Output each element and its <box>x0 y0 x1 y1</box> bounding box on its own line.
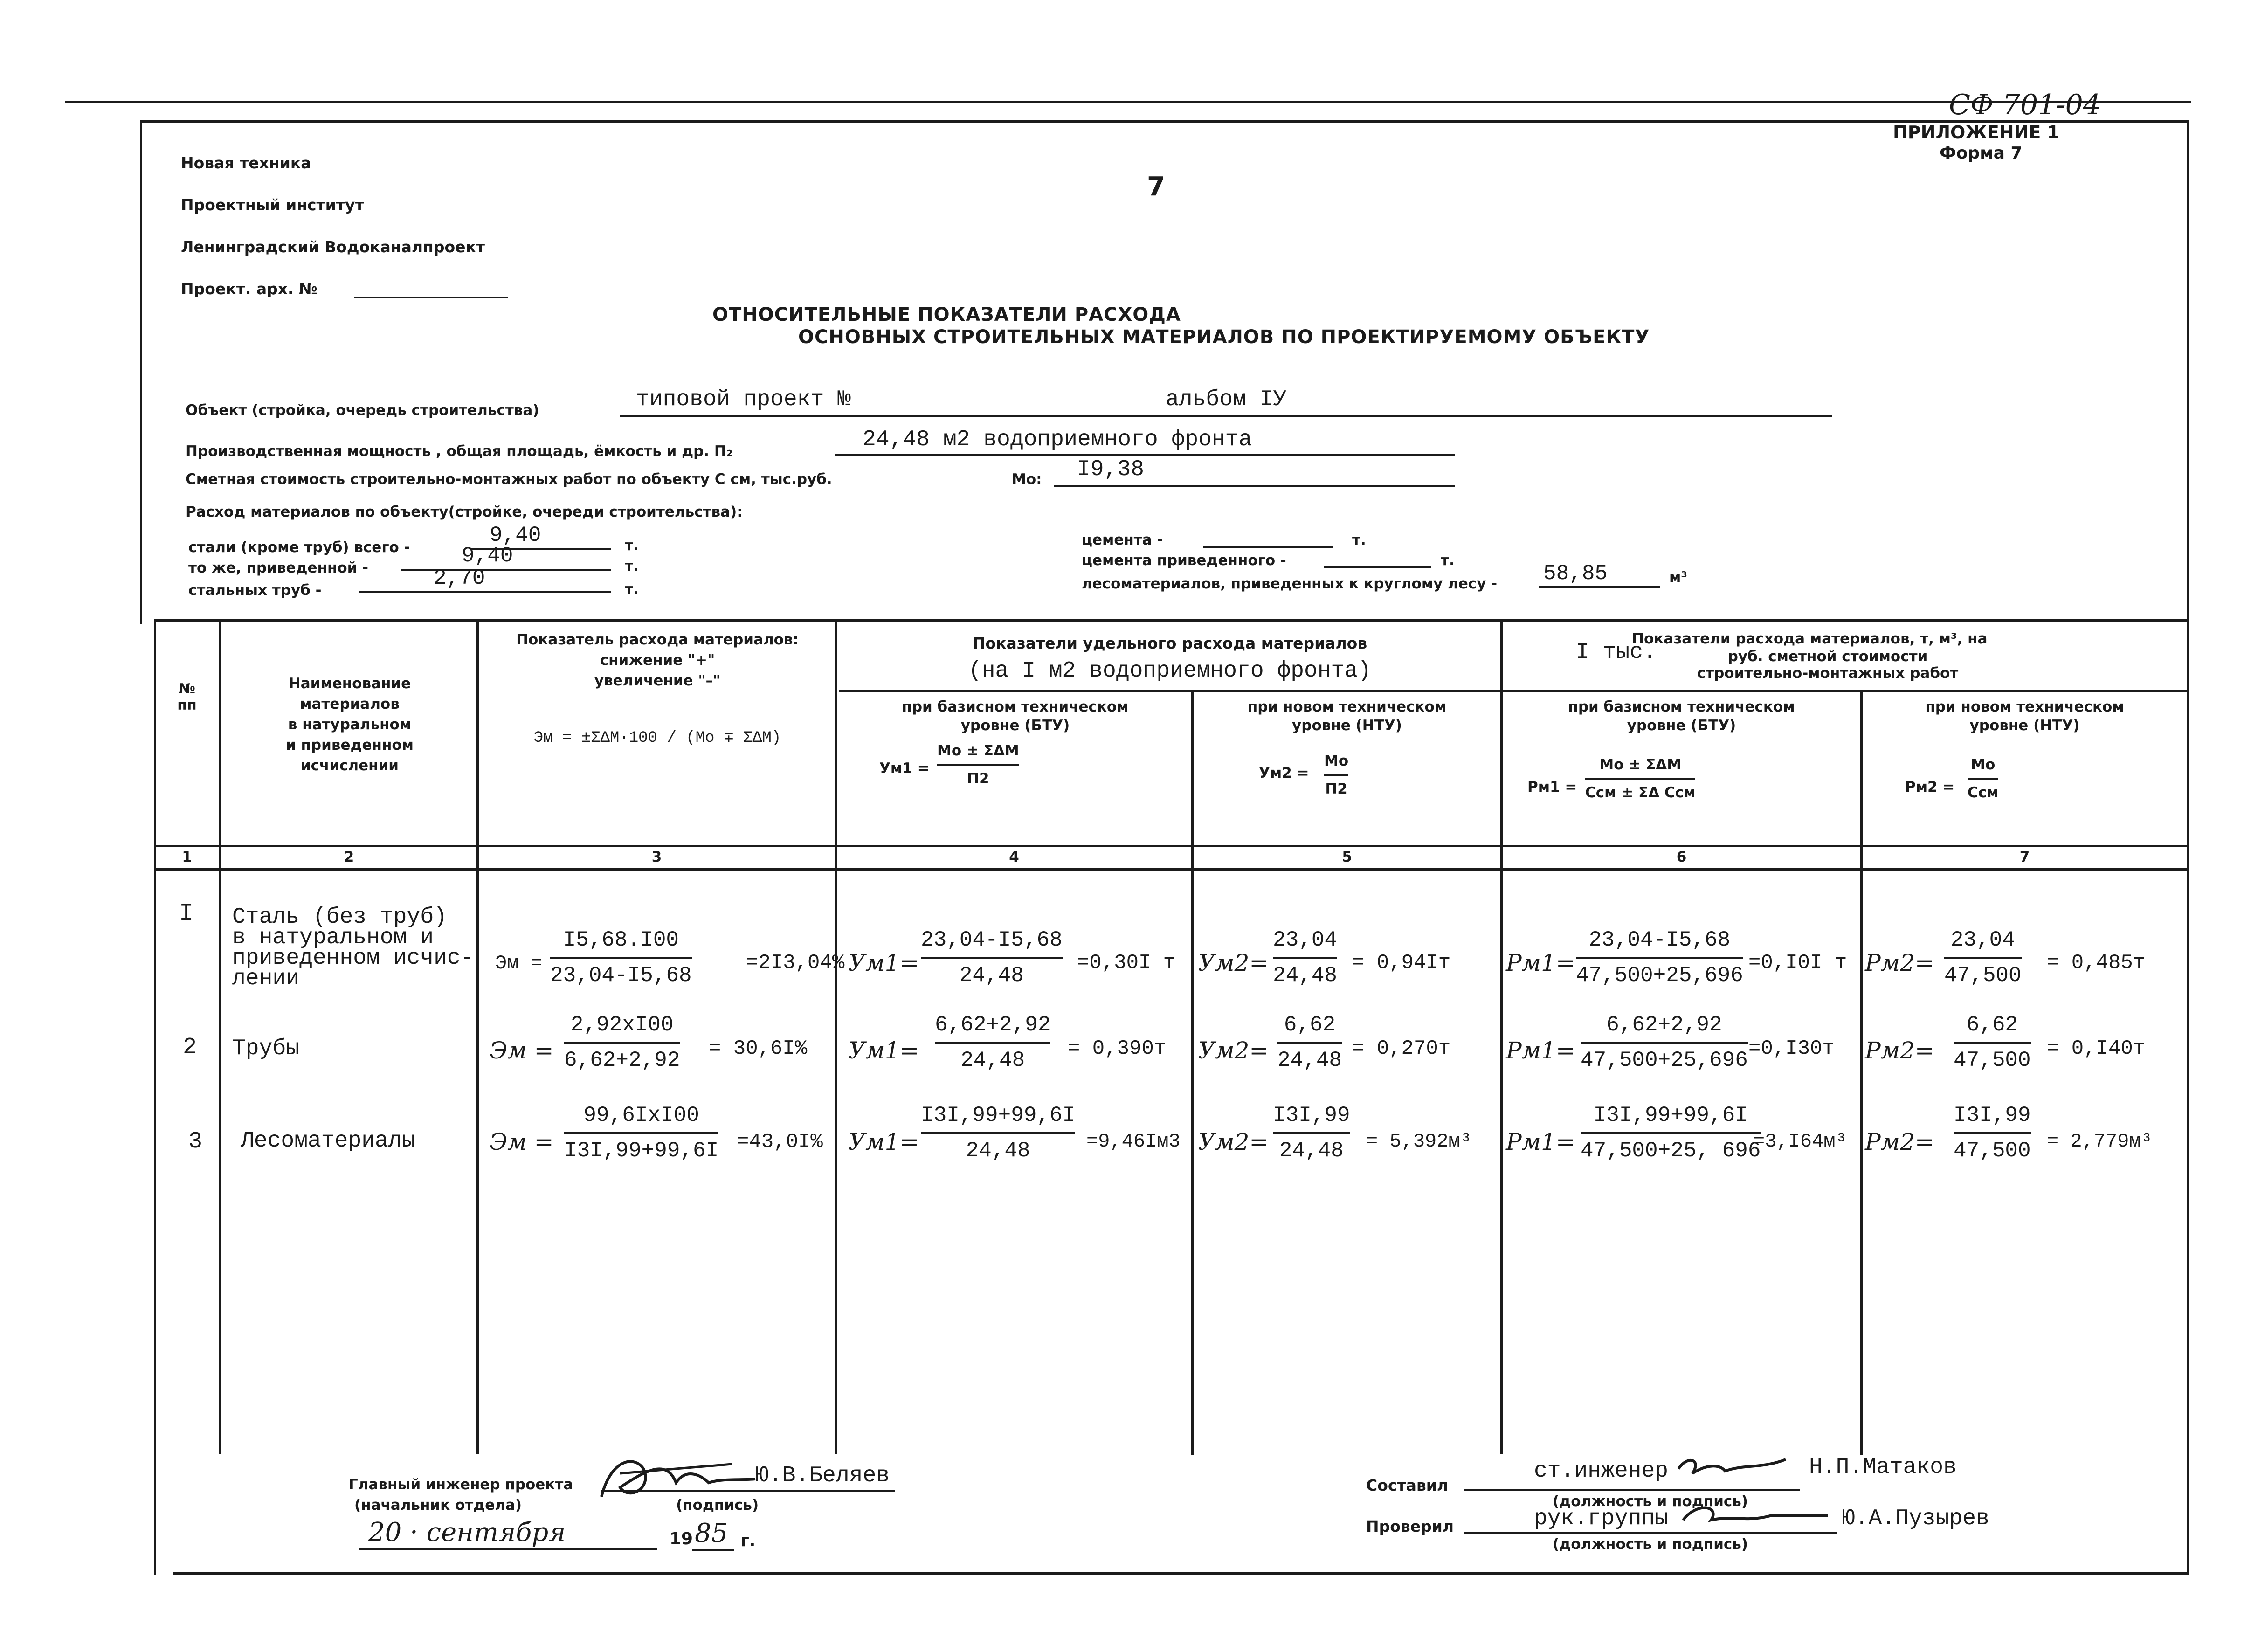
composed-sign-line <box>1464 1489 1800 1491</box>
table-left-border <box>154 619 156 1575</box>
row2-c4-den: 24,48 <box>960 1048 1025 1072</box>
formula5-num: Mо <box>1324 753 1349 769</box>
checked-signature <box>1678 1497 1832 1534</box>
row3-c6-result: =3,I64м³ <box>1753 1130 1847 1153</box>
row1-c3-num: I5,68.I00 <box>563 928 679 952</box>
header-cost: Показатели расхода материалов, т, м³, на <box>1632 630 1988 647</box>
row2-c4-result: = 0,390т <box>1068 1037 1167 1060</box>
col-divider-4 <box>1191 690 1194 1455</box>
checked-sign-line <box>1464 1532 1837 1534</box>
org-line-1: Новая техника <box>181 154 311 172</box>
row3-no: 3 <box>188 1128 203 1155</box>
cost-value: I9,38 <box>1077 457 1145 482</box>
col-number-1: 1 <box>182 849 192 865</box>
formula5-den: П2 <box>1325 781 1347 797</box>
row3-c5-num: I3I,99 <box>1273 1103 1350 1127</box>
composed-caption: (должность и подпись) <box>1553 1493 1748 1510</box>
composed-position: ст.инженер <box>1534 1458 1669 1484</box>
row1-c7-result: = 0,485т <box>2047 951 2146 975</box>
row1-c7-lhs: Рм2= <box>1865 949 1934 976</box>
row1-c6-den: 47,500+25,696 <box>1576 963 1743 988</box>
col-number-6: 6 <box>1676 849 1687 865</box>
checked-label: Проверил <box>1366 1517 1454 1535</box>
steel-red-unit: т. <box>625 558 639 574</box>
chief-sign-line <box>601 1490 895 1492</box>
page-number: 7 <box>1147 172 1165 202</box>
formula7-num: Mо <box>1971 756 1996 773</box>
row1-c7-fraction <box>1944 928 2022 988</box>
frame-right <box>2187 120 2189 1575</box>
row1-c3-fraction <box>550 928 692 988</box>
composed-label: Составил <box>1366 1476 1449 1494</box>
document-code: СФ 701-04 <box>1949 89 2101 121</box>
row2-c5-den: 24,48 <box>1277 1048 1342 1072</box>
row2-c7-num: 6,62 <box>1966 1013 2018 1037</box>
table-colnum-rule <box>154 868 2189 871</box>
cement-red-underline <box>1324 566 1431 568</box>
appendix-label: ПРИЛОЖЕНИЕ 1 <box>1893 122 2060 143</box>
row3-c5-den: 24,48 <box>1279 1139 1344 1163</box>
timber-unit: м³ <box>1669 569 1687 586</box>
row2-c5-fraction <box>1277 1013 1342 1072</box>
org-line-3: Ленинградский Водоканалпроект <box>181 238 485 256</box>
row3-c4-lhs: Ум1= <box>849 1128 919 1155</box>
row1-c6-result: =0,I0I т <box>1748 951 1847 975</box>
year-value: 85 <box>695 1518 728 1548</box>
row2-c3-lhs: Эм = <box>490 1037 554 1064</box>
cement-underline <box>1203 546 1333 548</box>
row1-c5-num: 23,04 <box>1273 928 1338 952</box>
row3-c7-lhs: Рм2= <box>1865 1128 1934 1155</box>
object-underline <box>620 415 1832 417</box>
cement-red-label: цемента приведенного - <box>1082 552 1286 569</box>
steel-value: 9,40 <box>490 523 541 547</box>
row3-c5-result: = 5,392м³ <box>1366 1130 1472 1153</box>
row2-c4-lhs: Ум1= <box>849 1037 919 1064</box>
archive-blank <box>354 297 508 298</box>
row1-c6-fraction <box>1576 928 1743 988</box>
steel-unit: т. <box>625 537 639 554</box>
steel-red-underline <box>401 569 611 571</box>
formula7-den: Cсм <box>1968 784 1999 801</box>
pipes-unit: т. <box>625 581 639 598</box>
header-cost-2: руб. сметной стоимости строительно-монтажных работ <box>1697 648 1959 682</box>
row2-c3-den: 6,62+2,92 <box>564 1048 680 1072</box>
steel-red-value: 9,40 <box>462 544 513 568</box>
row3-name: Лесоматериалы <box>241 1128 415 1154</box>
chief-name: Ю.В.Беляев <box>755 1463 890 1488</box>
col-divider-1 <box>219 619 221 1454</box>
date-underline <box>359 1548 657 1550</box>
col-number-4: 4 <box>1009 849 1019 865</box>
row2-c5-lhs: Ум2= <box>1198 1037 1269 1064</box>
row3-c3-lhs: Эм = <box>490 1128 554 1155</box>
formula5-lhs: Ум2 = <box>1259 765 1309 781</box>
top-rule <box>65 101 2191 103</box>
row3-c6-num: I3I,99+99,6I <box>1593 1103 1748 1127</box>
row3-c4-result: =9,46Iм3 <box>1086 1130 1181 1153</box>
row2-c4-num: 6,62+2,92 <box>935 1013 1051 1037</box>
row3-c4-den: 24,48 <box>966 1139 1030 1163</box>
header-indicator-formula: Эм = ±ΣΔM·100 / (Mо ∓ ΣΔM) <box>533 729 781 747</box>
composed-signature <box>1674 1450 1790 1487</box>
header-specific-unit: (на I м2 водоприемного фронта) <box>968 658 1372 684</box>
header-no: № пп <box>177 681 197 713</box>
row3-c4-fraction <box>921 1103 1075 1163</box>
header-specific: Показатели удельного расхода материалов <box>972 634 1367 652</box>
row3-c7-num: I3I,99 <box>1954 1103 2031 1127</box>
capacity-value: 24,48 м2 водоприемного фронта <box>863 427 1252 452</box>
col-divider-3 <box>835 619 837 1454</box>
row1-c4-num: 23,04-I5,68 <box>921 928 1063 952</box>
year-suffix: г. <box>740 1531 756 1550</box>
header-ntu-col5: при новом техническом уровне (НТУ) <box>1247 698 1447 734</box>
row2-no: 2 <box>183 1034 197 1061</box>
row3-c7-result: = 2,779м³ <box>2047 1130 2153 1153</box>
cost-mo-label: Мо: <box>1012 471 1042 488</box>
object-album: альбом IУ <box>1166 387 1287 412</box>
formula4-num: Mo ± ΣΔM <box>937 742 1019 759</box>
formula6-fraction <box>1585 756 1695 801</box>
row2-c6-den: 47,500+25,696 <box>1581 1048 1748 1072</box>
table-top-border <box>154 619 2189 622</box>
formula5-fraction <box>1324 753 1348 797</box>
formula4-den: П2 <box>967 770 989 787</box>
formula4-fraction <box>937 742 1019 787</box>
row2-c4-fraction <box>935 1013 1050 1072</box>
formula6-den: Cсм ± ΣΔ Cсм <box>1585 784 1696 801</box>
col-number-7: 7 <box>2019 849 2030 865</box>
row3-c4-num: I3I,99+99,6I <box>921 1103 1076 1127</box>
header-btu-col4: при базисном техническом уровне (БТУ) <box>902 698 1129 734</box>
row2-c6-fraction <box>1581 1013 1748 1072</box>
pipes-label: стальных труб - <box>188 582 322 599</box>
checked-position: рук.группы <box>1534 1506 1669 1531</box>
formula6-num: Mo ± ΣΔM <box>1599 756 1682 773</box>
row3-c3-num: 99,6IxI00 <box>583 1103 699 1127</box>
row3-c6-lhs: Рм1= <box>1506 1128 1575 1155</box>
col-divider-6 <box>1860 690 1863 1455</box>
timber-label: лесоматериалов, приведенных к круглому лесу - <box>1082 575 1498 592</box>
row1-name: Сталь (без труб) в натуральном и приведенном исчис- лении <box>232 905 474 991</box>
row3-c3-fraction <box>564 1103 718 1163</box>
formula6-lhs: Рм1 = <box>1527 779 1577 795</box>
composed-name: Н.П.Матаков <box>1809 1455 1957 1480</box>
row2-c3-fraction <box>564 1013 680 1072</box>
pipes-value: 2,70 <box>434 566 485 590</box>
row1-c5-result: = 0,94Iт <box>1352 951 1451 975</box>
row3-c3-den: I3I,99+99,6I <box>564 1139 719 1163</box>
row2-c3-num: 2,92xI00 <box>570 1013 674 1037</box>
row1-no: I <box>179 900 194 927</box>
row2-c7-den: 47,500 <box>1954 1048 2031 1072</box>
checked-name: Ю.А.Пузырев <box>1842 1506 1989 1531</box>
row1-c7-den: 47,500 <box>1944 963 2022 988</box>
archive-label: Проект. арх. № <box>181 280 318 298</box>
frame-top <box>140 120 2187 123</box>
pipes-underline <box>359 591 611 593</box>
header-ntu-col7: при новом техническом уровне (НТУ) <box>1925 698 2124 734</box>
cement-unit: т. <box>1352 532 1366 548</box>
row3-c5-fraction <box>1273 1103 1350 1163</box>
object-value: типовой проект № <box>636 387 851 412</box>
row2-c7-lhs: Рм2= <box>1865 1037 1934 1064</box>
row3-c5-lhs: Ум2= <box>1198 1128 1269 1155</box>
col-number-3: 3 <box>651 849 662 865</box>
row1-c5-fraction <box>1273 928 1337 988</box>
form-label: Форма 7 <box>1940 144 2023 163</box>
row2-c6-lhs: Рм1= <box>1506 1037 1575 1064</box>
row2-c3-result: = 30,6I% <box>709 1037 808 1060</box>
row3-c6-fraction <box>1581 1103 1761 1163</box>
col-divider-5 <box>1500 619 1503 1454</box>
capacity-label: Производственная мощность , общая площадь, ёмкость и др. П₂ <box>186 443 733 460</box>
row2-c7-fraction <box>1954 1013 2031 1072</box>
header-cost-per: I тыс. <box>1576 640 1657 665</box>
row1-c4-fraction <box>921 928 1063 988</box>
row3-c3-result: =43,0I% <box>737 1130 823 1154</box>
steel-label: стали (кроме труб) всего - <box>188 539 410 556</box>
row1-c5-lhs: Ум2= <box>1198 949 1269 976</box>
row1-c3-result: =2I3,04% <box>746 951 845 975</box>
title-line-2: ОСНОВНЫХ СТРОИТЕЛЬНЫХ МАТЕРИАЛОВ ПО ПРОЕКТИРУЕМОМУ ОБЪЕКТУ <box>798 326 1650 348</box>
header-name: Наименование материалов в натуральном и приведенном исчислении <box>285 675 414 774</box>
cement-label: цемента - <box>1082 532 1163 548</box>
org-line-2: Проектный институт <box>181 196 364 214</box>
formula7-fraction <box>1968 756 1998 801</box>
year-underline <box>692 1549 734 1551</box>
row1-c7-num: 23,04 <box>1950 928 2015 952</box>
col-divider-2 <box>476 619 479 1454</box>
timber-value: 58,85 <box>1543 561 1608 586</box>
row3-c7-den: 47,500 <box>1954 1139 2031 1163</box>
row1-c4-den: 24,48 <box>959 963 1024 988</box>
row1-c4-lhs: Ум1= <box>849 949 919 976</box>
row1-c5-den: 24,48 <box>1273 963 1338 988</box>
chief-sign-caption: (подпись) <box>676 1497 759 1514</box>
row1-c4-result: =0,30I т <box>1077 951 1176 975</box>
row3-c7-fraction <box>1954 1103 2031 1163</box>
cement-red-unit: т. <box>1441 552 1455 569</box>
row1-c6-lhs: Рм1= <box>1506 949 1575 976</box>
object-label: Объект (стройка, очередь строительства) <box>186 402 539 419</box>
chief-title: Главный инженер проекта <box>349 1476 573 1493</box>
timber-underline <box>1539 586 1660 588</box>
header-btu-col6: при базисном техническом уровне (БТУ) <box>1568 698 1795 734</box>
capacity-underline <box>835 454 1455 456</box>
row1-c3-den: 23,04-I5,68 <box>550 963 692 988</box>
frame-left-upper <box>140 120 142 624</box>
cost-label: Сметная стоимость строительно-монтажных работ по объекту С см, тыс.руб. <box>186 471 832 488</box>
cost-underline <box>1054 485 1455 487</box>
title-line-1: ОТНОСИТЕЛЬНЫЕ ПОКАЗАТЕЛИ РАСХОДА <box>712 304 1181 325</box>
row2-name: Трубы <box>232 1036 300 1061</box>
year-prefix: 19 <box>670 1529 693 1548</box>
frame-bottom <box>173 1572 2189 1575</box>
consumption-label: Расход материалов по объекту(стройке, очереди строительства): <box>186 504 743 520</box>
date-value: 20 · сентября <box>368 1517 566 1548</box>
row2-c6-result: =0,I30т <box>1748 1037 1835 1060</box>
col-number-2: 2 <box>344 849 354 865</box>
steel-red-label: то же, приведенной - <box>188 560 369 576</box>
table-subheader-rule <box>839 690 2189 692</box>
chief-subtitle: (начальник отдела) <box>354 1497 522 1514</box>
formula7-lhs: Рм2 = <box>1905 779 1955 795</box>
checked-caption: (должность и подпись) <box>1553 1536 1748 1553</box>
table-header-rule <box>154 845 2189 847</box>
header-indicator: Показатель расхода материалов: снижение "+" увеличение "–" <box>516 631 799 689</box>
col-number-5: 5 <box>1342 849 1352 865</box>
row2-c7-result: = 0,I40т <box>2047 1037 2146 1060</box>
row1-c3-lhs: Эм = <box>495 952 542 975</box>
row1-c6-num: 23,04-I5,68 <box>1588 928 1731 952</box>
formula4-lhs: Ум1 = <box>879 760 930 777</box>
row3-c6-den: 47,500+25, 696 <box>1581 1139 1761 1163</box>
row2-c6-num: 6,62+2,92 <box>1606 1013 1722 1037</box>
row2-c5-num: 6,62 <box>1284 1013 1336 1037</box>
row2-c5-result: = 0,270т <box>1352 1037 1451 1060</box>
